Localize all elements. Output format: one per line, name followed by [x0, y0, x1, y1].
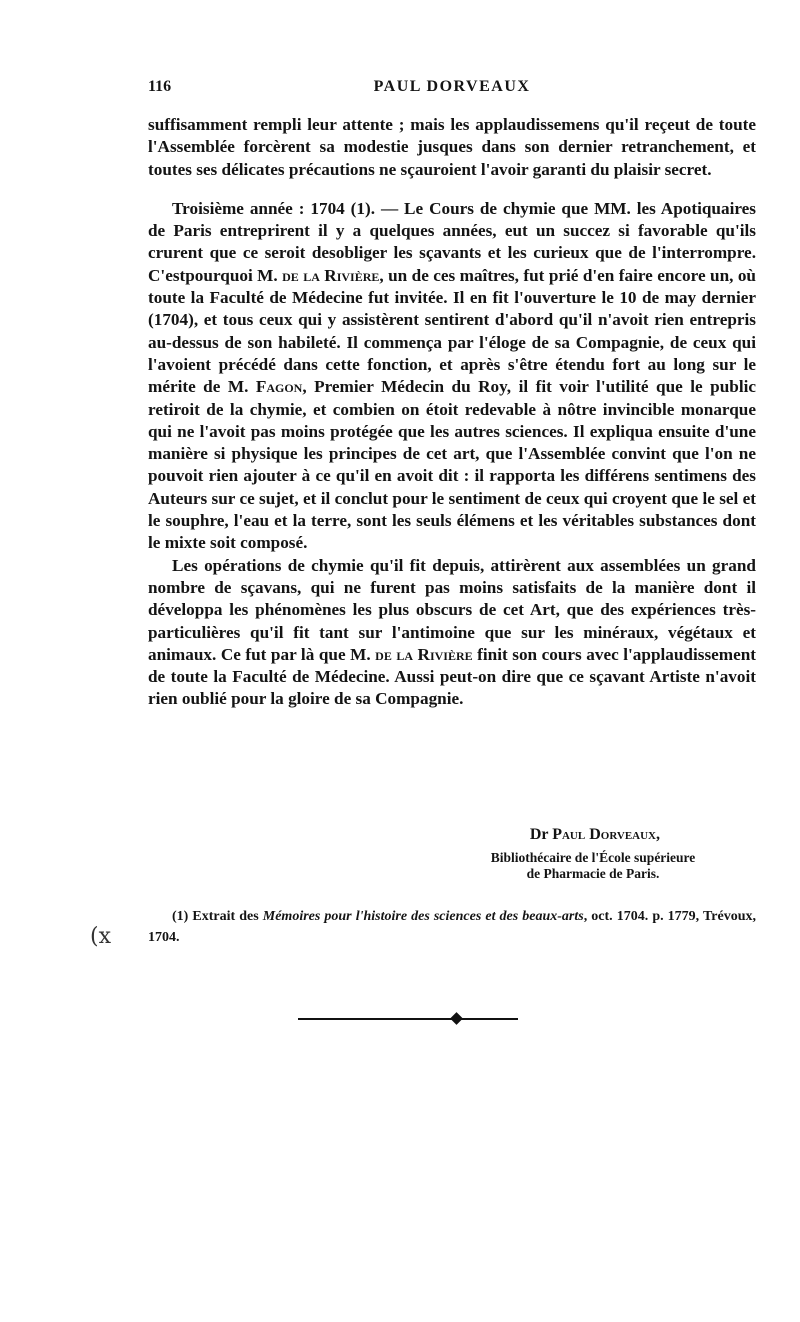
footnote-rest: , oct. 1704. p. 1779, Trévoux, 1704.	[148, 909, 757, 945]
paragraph-2-text-c: , Premier Médecin du Roy, il fit voir l'utilité que le public retiroit de la chymie, et combien on étoit redevable à nôtre invincible monarque qui ne l'avoit pas moins protégée que les autres sciences. Il expliqua ensuite d'une manière si physique les principes de cet art, que l'Assemblée convint que l'on ne pouvoit rien ajouter à ce qu'il en avoit dit : il rapporta les différens sentimens des Auteurs sur ce sujet, et il conclut pour le sentiment de ceux qui croyent que le sel et le souphre, l'eau et la terre, sont les seuls élémens et les véritables substances dont le mixte soit composé.	[148, 377, 756, 553]
paragraph-1: suffisamment rempli leur attente ; mais les applaudissemens qu'il reçeut de toute l'Assemblée forcèrent sa modestie jusques dans son dernier retranchement, et toutes ses délicates précautions ne sçauroient l'avoir garanti du plaisir secret.	[148, 115, 756, 179]
paragraph-2	[148, 198, 756, 555]
signature-block	[148, 824, 756, 881]
signature-name	[148, 824, 756, 846]
paragraph-2-text-a: : 1704 (1). — Le Cours de chymie que MM. les Apotiquaires de Paris entreprirent il y a quelques années, eut un succez si favorable qu'ils crurent que ce seroit desobliger les sçavants et les curieux que de l'interrompre. C'estpourquoi	[148, 198, 756, 285]
signature-affiliation	[458, 850, 728, 882]
footnote-text	[148, 906, 756, 948]
running-header	[148, 78, 756, 100]
footnote-marker: (1) Extrait des	[172, 909, 263, 924]
paragraph-3	[148, 555, 756, 711]
paragraph-3-text-a: Les opérations de chymie qu'il fit depuis, attirèrent aux assemblées un grand nombre de sçavans, qui ne furent pas moins satisfaits de la manière dont il développa les phénomènes les plus obscurs de cet Art, que des expériences très-particulières qu'il fit tant sur l'antimoine que sur les minéraux, végétaux et animaux. Ce fut par là que M.	[148, 555, 756, 664]
diamond-ornament-icon	[450, 1012, 463, 1025]
paragraph-3-text-b: finit son cours avec l'applaudissement de toute la Faculté de Médecine. Aussi peut-on dire que ce sçavant Artiste n'avoit rien oublié pour la gloire de sa Compagnie.	[148, 644, 757, 709]
footnote	[148, 906, 756, 948]
paragraph-2-m: M.	[257, 265, 283, 285]
page-number: 116	[148, 78, 172, 95]
signature-title: Dr	[529, 826, 549, 843]
author-name: Paul Dorveaux,	[552, 826, 660, 843]
running-title: PAUL DORVEAUX	[373, 78, 531, 95]
paragraph-2-text-b: , un de ces maîtres, fut prié d'en faire encore un, où toute la Faculté de Médecine fut invitée. Il en fit l'ouverture le 10 de may dernier (1704), et tous ceux qui y assistèrent sentirent d'abord qu'il n'avoit rien entrepris au-dessus de son habileté. Il commença par l'éloge de sa Compagnie, de ceux qui l'avoient précédé dans cette fonction, et après s'être étendu fort au long sur le mérite de M.	[148, 265, 756, 397]
ornamental-rule	[298, 1013, 518, 1025]
affiliation-line-1: Bibliothécaire de l'École supérieure	[490, 850, 696, 865]
name-fagon: Fagon	[255, 377, 303, 397]
name-de-la-riviere: de la Rivière	[282, 265, 380, 285]
handwritten-margin-mark: (x	[90, 924, 111, 949]
body-text	[148, 114, 756, 711]
affiliation-line-2: de Pharmacie de Paris.	[526, 866, 660, 881]
footnote-title: Mémoires pour l'histoire des sciences et des beaux-arts	[262, 909, 584, 924]
section-heading: Troisième année	[172, 198, 293, 218]
name-de-la-riviere-2: de la Rivière	[375, 644, 473, 664]
rule-line	[298, 1018, 518, 1020]
